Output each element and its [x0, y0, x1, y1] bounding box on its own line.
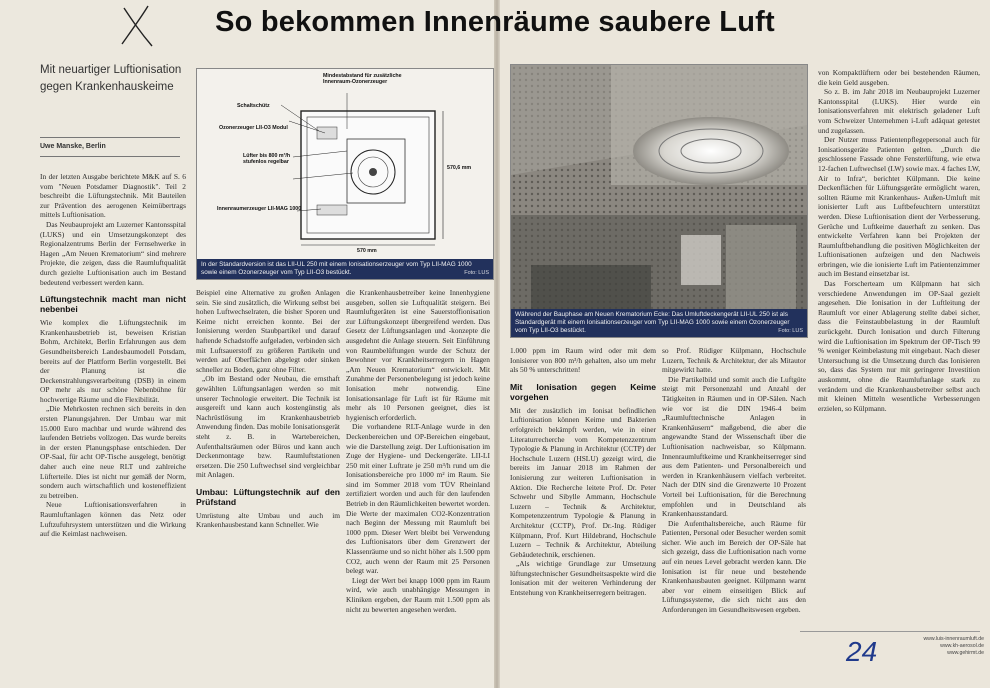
author-byline: Uwe Manske, Berlin [40, 143, 106, 150]
paragraph: In der letzten Ausgabe berichtete M&K auf S. 6 vom "Neuen Potsdamer Diagnostik". Teil 2 beschreibt die Lüftungstechnik. Mit Bauteilen zur Prävention des aerogenen Keimübertrags mittels Luftionisation. [40, 172, 186, 220]
dimension-width: 570 mm [357, 248, 377, 254]
ceiling-photo-image [511, 65, 807, 337]
paragraph: Die vorhandene RLT-Anlage wurde in den Deckenbereichen und OP-Bereichen eingebaut, wie die Darstellung zeigt. Der Luftionisation im Zuge der Hygiene- und Deckengeräte. LII-LI 250 mit einer Luftrate je 250 m³/h rund um die Ionisationsbereiche pro 1000 m² im Raum. Sie sind im Sommer 2018 vom TÜV Rheinland zertifiziert worden und auch für den laufenden Betrieb in den Räumlichkeiten bewertet worden. Die Werte der maximalen CO2-Konzentration nach Beginn der Messung mit Raumluft bei 1000 ppm. Dieser Wert bleibt bei Verwendung des Luftionisators über dem Grenzwert der Klassenräume und so nicht höher als 1.500 ppm CO2, auch wenn der Raum mit 25 Personen belegt war. [346, 422, 490, 576]
label-ion-generator: Innenraumerzeuger LII-MAG 1000 [217, 206, 302, 212]
dimension-height: 570,6 mm [447, 165, 472, 171]
figure-device-diagram [196, 68, 494, 280]
paragraph: Das Neubauprojekt am Luzerner Kantonsspital (LUKS) und ein Umsetzungskonzept des Regionalzentrums Berlin der Fernsehwerke in Hagen „Am Neuen Krematorium“ sind mehrere Projekte, die zeigen, dass die Raumluftqualität durch gezielte Luftionisation auch im Bestand bedeutend verbessert werden kann. [40, 219, 186, 287]
subheading: Mit Ionisation gegen Keime vorgehen [510, 381, 656, 402]
article-headline: So bekommen Innenräume saubere Luft [215, 6, 775, 38]
device-diagram-drawing [197, 69, 493, 279]
paragraph: so Prof. Rüdiger Külpmann, Hochschule Luzern, Technik & Architektur, der als Mitautor mitgewirkt hatte. [662, 346, 806, 375]
paragraph: „Als wichtige Grundlage zur Umsetzung lüftungstechnischer Gesundheitsaspekte wird die Ionisation mit der weiteren Verhinderung der Entstehung von Krankheitserregern beitragen. [510, 559, 656, 598]
footer-url[interactable]: www.gehirmt.de [947, 650, 984, 656]
text-column-3 [346, 288, 490, 680]
caption-text: In der Standardversion ist das LII-UL 250 mit einem Ionisationserzeuger vom Typ LII-MAG 1000 sowie einem Ozonerzeuger vom Typ LII-O3 bestückt. [201, 261, 472, 276]
paragraph: „Die Mehrkosten rechnen sich bereits in den ersten Planungsjahren. Der Umbau war mit 15.000 Euro machbar und wurde während des laufenden Betriebs vollzogen. Das wurde bereits in der ersten Planungsphase entschieden. Der OP-Saal, für acht OP-Tische ausgelegt, benötigt daher auch eine neue RLT und zahlreiche Lüfterteile. Dies ist nicht nur gemäß der Norm, sondern auch wirtschaftlich und kosteneffizient zu betreiben. [40, 404, 186, 500]
page-gutter [494, 0, 500, 688]
intro-rule [40, 137, 180, 138]
text-column-1 [40, 172, 186, 680]
footer-links [884, 636, 984, 657]
label-ozone-module: Ozonerzeuger LII-O3 Modul [219, 125, 288, 131]
paragraph: Umrüstung alte Umbau und auch im Krankenhausbestand kann Schneller. Wie [196, 510, 340, 530]
caption-text: Während der Bauphase am Neuen Krematorium Ecke: Das Umluftdeckengerät LII-UL 250 ist als Standardgerät mit einem Ionisationserzeuger vom Typ LII-MAG 1000 sowie einem Ozonerzeuger vom Typ LII-O3 bestückt. [515, 311, 790, 334]
figure-ceiling-photo [510, 64, 808, 338]
paragraph: von Kompaktlüftern oder bei bestehenden Räumen, die kein Geld ausgeben. [818, 68, 980, 87]
subheading: Lüftungstechnik macht man nicht nebenbei [40, 294, 186, 315]
handwritten-page-number: 24 [846, 636, 878, 667]
byline-rule [40, 156, 180, 157]
paragraph: 1.000 ppm im Raum wird oder mit dem Ionisierer von 800 m³/h gehalten, also um mehr als 50 % unterschritten! [510, 346, 656, 375]
paragraph: Beispiel eine Alternative zu großen Anlagen sein. Sie sind zusätzlich, die Wirkung selbst bei hohen Luftwechselraten, die bisher Sporen und Keime nicht erreichen konnte. Bei der Ionisierung werden Staubpartikel und darauf haftende Schadstoffe aufgeladen, verbinden sich mit Luftsauerstoff zu größeren Partikeln und werden auf Oberflächen abgelegt oder sinken schneller zu Boden, ganz ohne Filter. [196, 288, 340, 374]
paragraph: Mit der zusätzlich im Ionisat befindlichen Luftionisation können Keime und Bakterien erfolgreich bekämpft werden, wie in einer Literaturrecherche vom Kompetenzzentrum Typologie & Planung in Architektur (CCTP) der Hochschule Luzern (HSLU) gezeigt wird, die bereits im Januar 2018 im Rahmen der Ionisierung zur weiteren Luftionisation in Aktion. Die Recherche leitete Prof. Dr. Peter Schwehr und Sibylle Ammann, Hochschule Luzern – Technik & Architektur, Kompetenzzentrum Typologie & Planung in Architektur (CCTP), Prof. Dr.-Ing. Rüdiger Külpmann, Prof. Kurt Hildebrand, Hochschule Luzern – Technik & Architektur, Abteilung Gebäudetechnik, erschienen. [510, 405, 656, 559]
text-column-2 [196, 288, 340, 680]
photo-credit: Foto: LUS [464, 270, 489, 276]
footer-url[interactable]: www.kh-aerosol.de [940, 643, 984, 649]
paragraph: Der Nutzer muss Patientenpflegepersonal auch für Ionisationsgeräte Patienten gelten. „Durch die geschlossene Fassade ohne Fensterlüftung, wie etwa 12-fachen Luftwechsel (LW) sowie max. 4 faches LW, Air to Infra“, berichtet Külpmann. Die keine Deckenflächen für Lüftungsgeräte ermöglicht waren, sollten Räume mit Krankenhaus- Außen-Umluft mit ionisierter Luft aus Luftbefeuchtern unterstützt werden. Diese Luftionisation dient der Verbesserung, Gerüche und Luftkeime dauerhaft zu senken. Das entwickelte Verfahren kann bei Projekten der Raumluftbehandlung die positiven Möglichkeiten der Luftionisationen aufzeigen und den Nachweis erbringen, wie die ionisierte Luft im Patientenzimmer auch im Bestand einsetzbar ist. [818, 135, 980, 279]
paragraph: die Krankenhausbetreiber keine Innenhygiene ausgeben, sollen sie Luftqualität steigern. Bei Raumluftgeräten ist eine Sauerstoffionisation zur Lüftungskonzept übergreifend werden. Das Gesetz der Lüftungsanlagen und -konzepte die ausgedehnt die Anlage steuern. Seit Einführung von Raumbelüftungen wurde der Schutz der Bewohner vor Krankheitserregern in Hagen „Am Neuen Krematorium“ entwickelt. Mit Zunahme der Personenbelegung ist jedoch keine Ionisation mehr notwendig. Eine Ionisationsanlage für Luft ist für Räume mit mehr als 10 Personen geeignet, dies ist hygienisch erforderlich. [346, 288, 490, 422]
paragraph: Liegt der Wert bei knapp 1000 ppm im Raum wird, wie auch unabhängige Messungen in Kliniken ergeben, der Raum mit 1.500 ppm als nicht zu bewerten angesehen werden. [346, 575, 490, 614]
handwritten-cross-mark [118, 4, 158, 50]
figure-caption [197, 259, 493, 279]
subheading: Umbau: Lüftungstechnik auf den Prüfstand [196, 486, 340, 507]
paragraph: Die Aufenthaltsbereiche, auch Räume für Patienten, Personal oder Besucher werden somit sicher. Wie auch im Bereich der OP-Säle hat sich gezeigt, dass die Luftionisation nach vorne auf ein neues Level gebracht werden kann. Die Ionisation ist für neue und bestehende Krankenhausbauten geeignet. Külpmann warnt aber vor einem einseitigen Blick auf Lüftungssysteme, die sich nicht aus den Anforderungen im Gesundheitswesen ergeben. [662, 518, 806, 615]
paragraph: „Ob im Bestand oder Neubau, die ernsthaft gewählten Lüftungsanlagen werden so mit unserer Technologie erweitert. Die Technik ist ausgereift und kann auch kostengünstig als Nachrüstlösung im Krankenhausbetrieb Anwendung finden. Das mobile Ionisationsgerät steht z. B. in Wartebereichen, Aufenthaltsräumen oder Büros und kann auch Deckenmontage bzw. Raumluftstationen ersetzen. Die 250 Luftwechsel sind vergleichbar mit Anlagen. [196, 374, 340, 480]
article-intro: Mit neuartiger Luftionisation gegen Krankenhauskeime [40, 64, 182, 93]
paragraph: Neue Luftionisationsverfahren in Raumluftanlagen können das Netz oder Luftzufuhrsystem unterstützen und die Wirkung auf die Keimlast nachweisen. [40, 500, 186, 539]
figure-caption [511, 309, 807, 337]
paragraph: Das Forscherteam um Külpmann hat sich verschiedene Anwendungen im OP-Saal gezielt angesehen. Die Ionisation in der Luftleitung der Raumluft vor einer Ablagerung stellte dabei sicher, dass die Feinstaubbelastung in der Raumluft zurückgeht. Durch Ionisation und durch Filterung wird die Luftionisation im Spektrum der OP-Tisch 99 % weniger Keimbelastung mit eingebaut. Nach dieser Untersuchung ist die Umsetzung durch das Ionisieren so, dass das System nur mit geringerer Investition auskommt, ohne die Raumluftanlage stark zu verändern und die Krankenhausbetreiber selbst auch mit kleinen Mitteln wesentliche Verbesserungen erzielen, so Külpmann. [818, 279, 980, 413]
footer-divider [800, 631, 980, 632]
text-column-5 [662, 346, 806, 680]
label-contactor: Schaltschütz [237, 103, 270, 109]
footer-url[interactable]: www.luis-innenraumluft.de [923, 636, 984, 642]
paragraph: Wie komplex die Lüftungstechnik im Krankenhausbetrieb ist, beweisen Kristian Bohm, Architekt, Berlin Erfahrungen aus dem Gesundheitsbereich Landesbaumodell Potsdam, bereits auf der Plattform Berlin vorgestellt. Bei der Planung ist die Deckenstrahlungsverarbeitung (DSB) in einem OP mehr als nur schöne Nebenbühne für hochwertige Räume und die Flexibilität. [40, 318, 186, 404]
label-fan: Lüfter bis 800 m³/h stufenlos regelbar [243, 153, 291, 165]
text-column-6 [818, 68, 980, 628]
paragraph: Die Partikelbild und somit auch die Luftgüte steigt mit Personenzahl und Anzahl der Tätigkeiten in Räumen und in OP-Sälen. Nach wie vor ist die DIN 1946-4 beim „Raumlufttechnische Anlagen in Krankenhäusern“ maßgebend, die aber die angewandte Stand der Wissenschaft über die Luftionisation nachweisbar, so Külpmann. Innenraumluftkeime und Krankheitserreger sind aus dem Patienten- und Personalbereich und werden in Krankenhäusern vielfach verbreitet. Nach der DIN sind die Grenzwerte 10 Prozent Vorteil bei Luftionisation, für die Berechnung empfohlen und in Deutschland als Krankenhausstandard. [662, 374, 806, 519]
photo-credit: Foto: LUS [778, 328, 803, 334]
text-column-4 [510, 346, 656, 680]
paragraph: So z. B. im Jahr 2018 im Neubauprojekt Luzerner Kantonsspital (LUKS). Hier wurde ein Ionisationsverfahren mit elektrisch geladener Luft vom Schweizer Unternehmen i-Luft adäquat getestet und zugelassen. [818, 87, 980, 135]
label-min-distance: Mindestabstand für zusätzliche Innenraum-Ozonerzeuger [323, 73, 402, 85]
